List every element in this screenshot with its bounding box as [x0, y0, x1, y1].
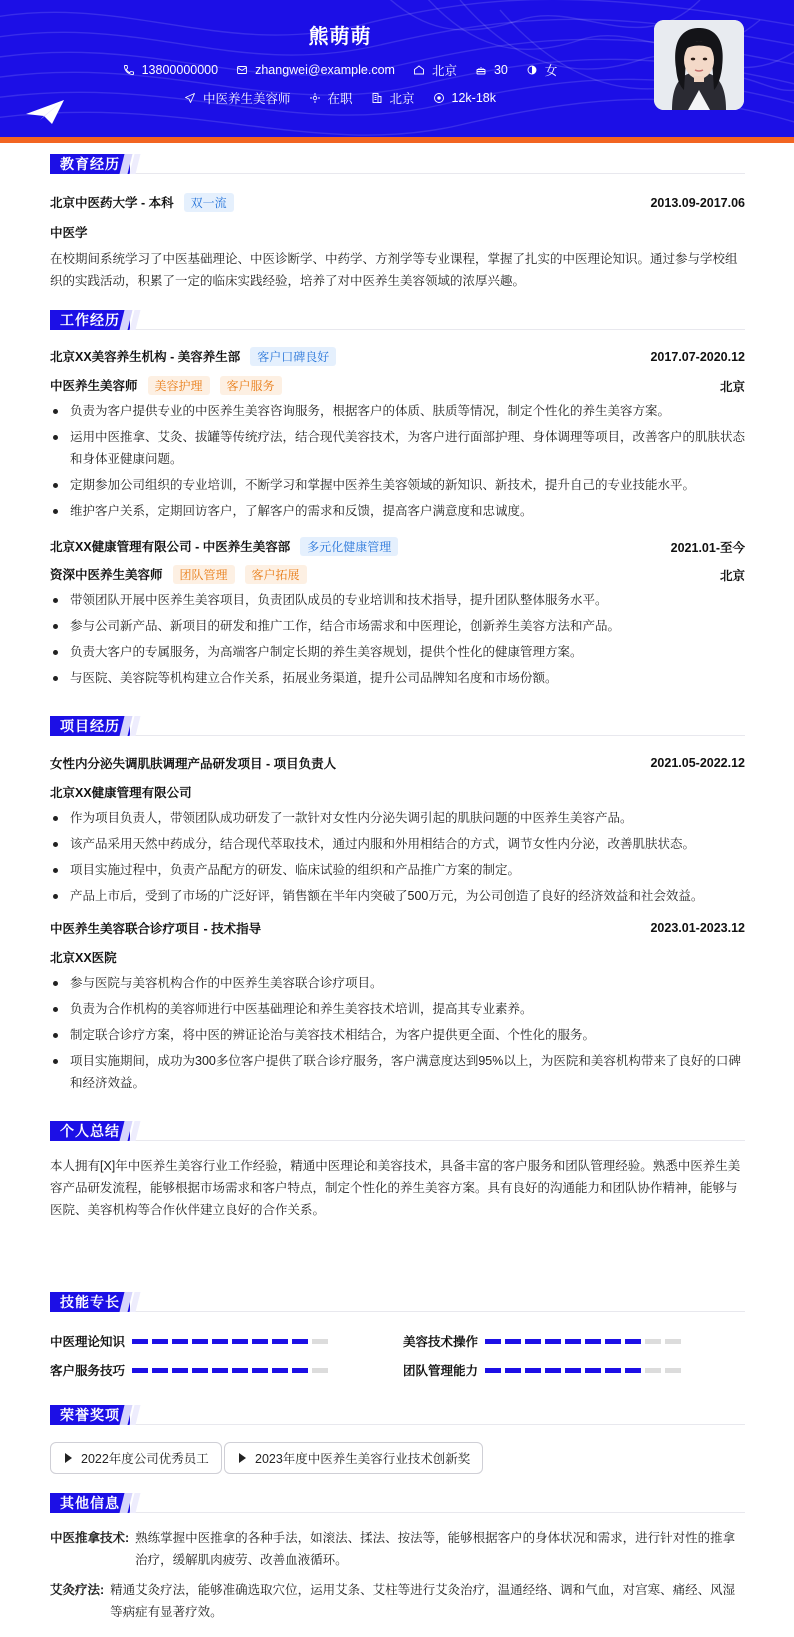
section-title: 教育经历: [50, 154, 130, 174]
skill-level-segment: [212, 1339, 228, 1344]
list-item: 负责大客户的专属服务，为高端客户制定长期的养生美容规划，提供个性化的健康管理方案。: [50, 641, 745, 663]
location-text: 北京: [431, 64, 457, 78]
project-org: 北京XX健康管理有限公司: [50, 786, 192, 800]
skill-name: 团队管理能力: [403, 1364, 479, 1378]
header-accent-bar: [0, 137, 794, 143]
mail-icon: [236, 64, 248, 76]
list-item: 与医院、美容院等机构建立合作关系，拓展业务渠道，提升公司品牌知名度和市场份额。: [50, 667, 745, 689]
skill-level-segment: [525, 1368, 541, 1373]
skill-level-segment: [132, 1368, 148, 1373]
section-title: 项目经历: [50, 716, 130, 736]
job-2-header: [50, 537, 745, 556]
skill-level-segment: [645, 1368, 661, 1373]
education-date: 2013.09-2017.06: [650, 195, 745, 210]
section-title: 技能专长: [50, 1292, 130, 1312]
age-icon: [475, 64, 487, 76]
status-icon: [309, 92, 321, 104]
list-item: 带领团队开展中医养生美容项目，负责团队成员的专业培训和技术指导，提升团队整体服务水平。: [50, 589, 745, 611]
salary-item: [433, 91, 496, 105]
skill-level-segment: [505, 1368, 521, 1373]
list-item: 负责为合作机构的美容师进行中医基础理论和养生美容技术培训，提高其专业素养。: [50, 998, 745, 1020]
list-item: 定期参加公司组织的专业培训，不断学习和掌握中医养生美容领域的新知识、新技术，提升自己的专业技能水平。: [50, 474, 745, 496]
other-value: 熟练掌握中医推拿的各种手法，如滚法、揉法、按法等，能够根据客户的身体状况和需求，进行针对性的推拿治疗，缓解肌肉疲劳、改善血液循环。: [135, 1531, 736, 1567]
skill-level-segment: [312, 1339, 328, 1344]
home-icon: [413, 64, 425, 76]
list-item: 项目实施过程中，负责产品配方的研发、临床试验的组织和产品推广方案的制定。: [50, 859, 745, 881]
job-role-line: [50, 376, 282, 395]
job-company-tag: 多元化健康管理: [300, 537, 398, 556]
skill-level-segment: [192, 1339, 208, 1344]
skill-level-segment: [505, 1339, 521, 1344]
section-work-header: [50, 310, 745, 330]
job-role-line: [50, 565, 307, 584]
section-skills-header: [50, 1292, 745, 1312]
skill-level-segment: [485, 1339, 501, 1344]
paper-plane-icon: [26, 100, 64, 124]
section-summary-header: [50, 1121, 745, 1141]
phone-item: [123, 63, 218, 77]
skill-name: 美容技术操作: [403, 1335, 479, 1349]
awards-list: [50, 1442, 745, 1474]
section-education-header: [50, 154, 745, 174]
skill-level-segment: [252, 1368, 268, 1373]
job-city: 北京: [719, 568, 745, 583]
job-date: 2021.01-至今: [670, 540, 745, 555]
job-2-role: [50, 565, 745, 584]
skill-level-bar: [485, 1368, 685, 1373]
candidate-name: 熊萌萌: [308, 26, 372, 48]
send-icon: [184, 92, 196, 104]
list-item: 负责为客户提供专业的中医养生美容咨询服务，根据客户的体质、肤质等情况，制定个性化的养生美容方案。: [50, 400, 745, 422]
skill-name: 客户服务技巧: [50, 1364, 126, 1378]
gender-icon: [526, 64, 538, 76]
contact-line: [0, 61, 680, 79]
gender-item: [526, 61, 558, 79]
list-item: 参与医院与美容机构合作的中医养生美容联合诊疗项目。: [50, 972, 745, 994]
skill-level-segment: [545, 1368, 561, 1373]
skill-level-segment: [585, 1339, 601, 1344]
list-item: 该产品采用天然中药成分，结合现代萃取技术，通过内服和外用相结合的方式，调节女性内分泌，改善肌肤状态。: [50, 833, 745, 855]
skill-level-bar: [132, 1368, 332, 1373]
skill-level-segment: [232, 1339, 248, 1344]
job-tag: 客户拓展: [245, 565, 307, 584]
job-company-line: [50, 347, 336, 366]
other-value: 精通艾灸疗法，能够准确选取穴位，运用艾条、艾柱等进行艾灸治疗，温通经络、调和气血，对宫寒、痛经、风湿等病症有显著疗效。: [110, 1583, 736, 1619]
age-item: [475, 63, 508, 77]
skill-level-segment: [272, 1368, 288, 1373]
education-row: [50, 193, 745, 212]
summary-text: 本人拥有[X]年中医养生美容行业工作经验，精通中医理论和美容技术，具备丰富的客户服务和团队管理经验。熟悉中医养生美容产品研发流程，能够根据市场需求和客户特点，制定个性化的养生美容方案。具有良好的沟通能力和团队协作精神，能够与医院、美容机构等合作伙伴建立良好的合作关系。: [50, 1159, 741, 1217]
skill-level-segment: [292, 1339, 308, 1344]
skill-level-segment: [292, 1368, 308, 1373]
position-text: 中医养生美容师: [202, 92, 291, 106]
skill-level-segment: [665, 1368, 681, 1373]
age-text: 30: [493, 63, 508, 77]
position-item: [184, 89, 291, 107]
school-name: 北京中医药大学 - 本科: [50, 196, 174, 210]
job-tag: 团队管理: [173, 565, 235, 584]
skill-level-segment: [545, 1339, 561, 1344]
location-item: [413, 61, 457, 79]
list-item: 产品上市后，受到了市场的广泛好评，销售额在半年内突破了500万元，为公司创造了良好的经济效益和社会效益。: [50, 885, 745, 907]
project-name: 中医养生美容联合诊疗项目 - 技术指导: [50, 922, 262, 936]
school-tag: 双一流: [184, 193, 234, 212]
skill-level-segment: [232, 1368, 248, 1373]
list-item: 项目实施期间，成功为300多位客户提供了联合诊疗服务，客户满意度达到95%以上，为医院和美容机构带来了良好的口碑和经济效益。: [50, 1050, 745, 1094]
status-item: [309, 89, 353, 107]
skill-level-segment: [152, 1339, 168, 1344]
project-2-items: [50, 972, 745, 1098]
job-role: 资深中医养生美容师: [50, 568, 163, 582]
project-2-header: [50, 919, 745, 937]
list-item: 维护客户关系，定期回访客户，了解客户的需求和反馈，提高客户满意度和忠诚度。: [50, 500, 745, 522]
project-2-org: [50, 948, 745, 966]
avatar-photo: [654, 20, 744, 110]
skill-level-segment: [605, 1368, 621, 1373]
skill-level-segment: [312, 1368, 328, 1373]
email-text: zhangwei@example.com: [255, 63, 395, 77]
skill-name: 中医理论知识: [50, 1335, 126, 1349]
other-item: [50, 1579, 745, 1623]
section-other-header: [50, 1493, 745, 1513]
job-tag: 客户服务: [220, 376, 282, 395]
skill-level-segment: [645, 1339, 661, 1344]
award-name: 2022年度公司优秀员工: [81, 1452, 209, 1466]
skill-level-segment: [172, 1368, 188, 1373]
skill-item: [50, 1332, 332, 1350]
building-icon: [371, 92, 383, 104]
skill-level-segment: [625, 1368, 641, 1373]
award-item: [224, 1442, 483, 1474]
skill-level-bar: [485, 1339, 685, 1344]
list-item: 制定联合诊疗方案，将中医的辨证论治与美容技术相结合，为客户提供更全面、个性化的服务。: [50, 1024, 745, 1046]
skill-level-segment: [485, 1368, 501, 1373]
skill-level-segment: [625, 1339, 641, 1344]
skill-level-segment: [212, 1368, 228, 1373]
job-role: 中医养生美容师: [50, 379, 138, 393]
skill-level-segment: [605, 1339, 621, 1344]
phone-icon: [123, 64, 135, 76]
major: 中医学: [50, 226, 88, 240]
skill-item: [403, 1361, 685, 1379]
project-1-items: [50, 807, 745, 911]
project-date: 2023.01-2023.12: [650, 921, 745, 935]
salary-text: 12k-18k: [451, 91, 497, 105]
triangle-icon: [239, 1453, 246, 1463]
skill-level-segment: [665, 1339, 681, 1344]
work-city-item: [371, 89, 415, 107]
school-line: [50, 193, 234, 212]
education-description: 在校期间系统学习了中医基础理论、中医诊断学、中药学、方剂学等专业课程，掌握了扎实的中医理论知识。通过参与学校组织的实践活动，积累了一定的临床实践经验，培养了对中医养生美容领域的浓厚兴趣。: [50, 252, 738, 288]
skill-level-segment: [585, 1368, 601, 1373]
skill-level-segment: [172, 1339, 188, 1344]
phone-text: 13800000000: [141, 63, 219, 77]
major-row: [50, 223, 745, 241]
job-2-duties: [50, 589, 745, 693]
award-name: 2023年度中医养生美容行业技术创新奖: [255, 1452, 471, 1466]
skill-level-segment: [525, 1339, 541, 1344]
skill-level-segment: [192, 1368, 208, 1373]
job-company-tag: 客户口碑良好: [250, 347, 336, 366]
award-item: [50, 1442, 222, 1474]
email-item: [236, 63, 395, 77]
skill-item: [403, 1332, 685, 1350]
salary-icon: [433, 92, 445, 104]
job-1-header: [50, 347, 745, 366]
skill-level-bar: [132, 1339, 332, 1344]
skill-level-segment: [565, 1368, 581, 1373]
section-projects-header: [50, 716, 745, 736]
triangle-icon: [65, 1453, 72, 1463]
project-name: 女性内分泌失调肌肤调理产品研发项目 - 项目负责人: [50, 757, 337, 771]
project-1-header: [50, 754, 745, 772]
other-key: 艾灸疗法:: [50, 1583, 105, 1597]
gender-text: 女: [544, 64, 558, 78]
section-title: 个人总结: [50, 1121, 130, 1141]
project-org: 北京XX医院: [50, 951, 117, 965]
project-date: 2021.05-2022.12: [650, 756, 745, 770]
job-company: 北京XX美容养生机构 - 美容养生部: [50, 350, 241, 364]
skill-level-segment: [132, 1339, 148, 1344]
job-tag: 美容护理: [148, 376, 210, 395]
list-item: 参与公司新产品、新项目的研发和推广工作，结合市场需求和中医理论，创新养生美容方法和产品。: [50, 615, 745, 637]
skill-level-segment: [252, 1339, 268, 1344]
list-item: 作为项目负责人，带领团队成功研发了一款针对女性内分泌失调引起的肌肤问题的中医养生美容产品。: [50, 807, 745, 829]
skill-level-segment: [272, 1339, 288, 1344]
job-date: 2017.07-2020.12: [650, 349, 745, 364]
section-awards-header: [50, 1405, 745, 1425]
job-company-line: [50, 537, 398, 556]
section-title: 荣誉奖项: [50, 1405, 130, 1425]
resume-header: [0, 0, 794, 137]
job-1-duties: [50, 400, 745, 526]
section-title: 工作经历: [50, 310, 130, 330]
other-key: 中医推拿技术:: [50, 1531, 130, 1545]
job-1-role: [50, 376, 745, 395]
status-text: 在职: [327, 92, 353, 106]
skill-item: [50, 1361, 332, 1379]
intent-line: [0, 89, 680, 107]
other-item: [50, 1527, 745, 1571]
work-city-text: 北京: [389, 92, 415, 106]
portrait-image: [654, 20, 744, 110]
job-city: 北京: [719, 379, 745, 394]
job-company: 北京XX健康管理有限公司 - 中医养生美容部: [50, 540, 291, 554]
skill-level-segment: [565, 1339, 581, 1344]
skill-level-segment: [152, 1368, 168, 1373]
project-1-org: [50, 783, 745, 801]
section-title: 其他信息: [50, 1493, 130, 1513]
list-item: 运用中医推拿、艾灸、拔罐等传统疗法，结合现代美容技术，为客户进行面部护理、身体调理等项目，改善客户的肌肤状态和身体亚健康问题。: [50, 426, 745, 470]
